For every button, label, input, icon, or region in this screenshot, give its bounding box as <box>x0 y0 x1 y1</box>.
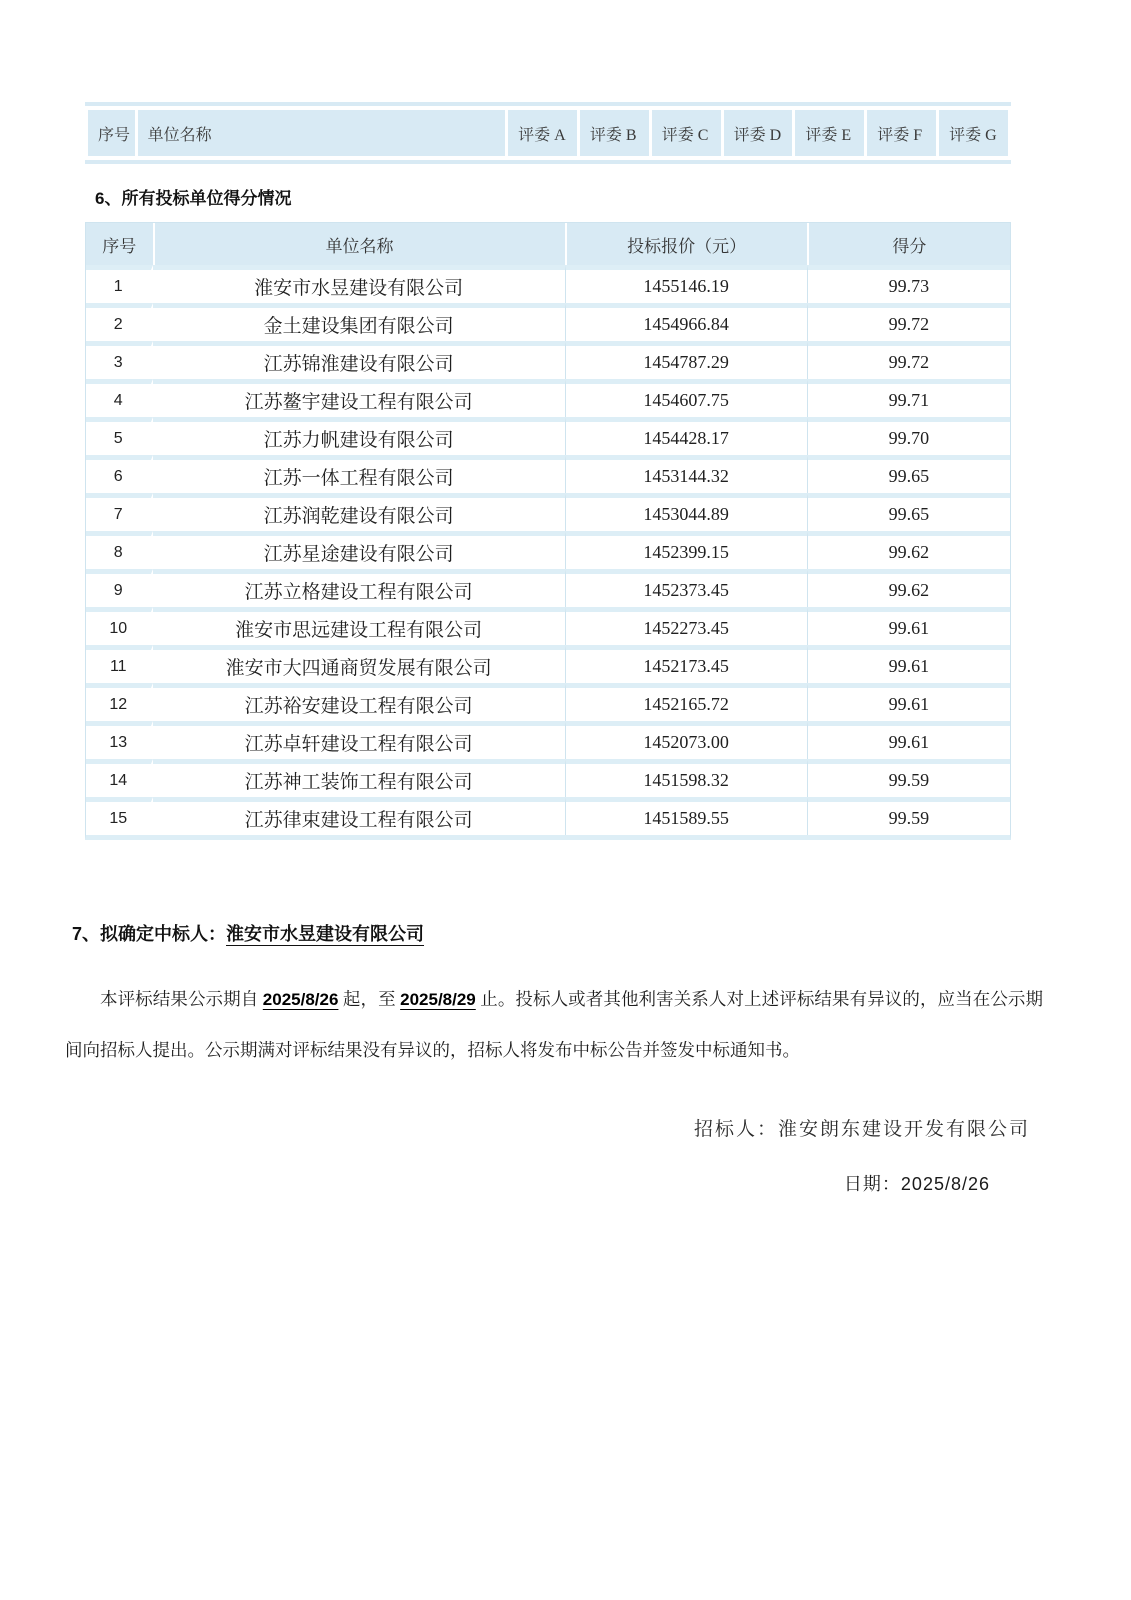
row-index: 7 <box>86 493 153 531</box>
company-name: 江苏鳌宇建设工程有限公司 <box>153 379 565 417</box>
winner-name: 淮安市水昱建设有限公司 <box>226 924 425 944</box>
bid-price: 1454428.17 <box>565 417 807 455</box>
score: 99.70 <box>807 417 1010 455</box>
section-6-heading: 6、所有投标单位得分情况 <box>95 189 292 208</box>
bid-price: 1452173.45 <box>565 645 807 683</box>
bid-price: 1451598.32 <box>565 759 807 797</box>
company-name: 江苏卓轩建设工程有限公司 <box>153 721 565 759</box>
col-header-judge: 评委 F <box>867 110 936 156</box>
table-row <box>86 455 1010 493</box>
row-index: 14 <box>86 759 153 797</box>
score: 99.71 <box>807 379 1010 417</box>
score: 99.59 <box>807 759 1010 797</box>
notice-text: 起，至 <box>338 988 401 1009</box>
bidder-line <box>694 1114 1030 1141</box>
row-index: 8 <box>86 531 153 569</box>
scores-header-row <box>86 223 1010 265</box>
row-index: 2 <box>86 303 153 341</box>
company-name: 江苏律束建设工程有限公司 <box>153 797 565 835</box>
score: 99.73 <box>807 265 1010 303</box>
row-index: 15 <box>86 797 153 835</box>
judges-table <box>85 110 1011 156</box>
company-name: 江苏神工装饰工程有限公司 <box>153 759 565 797</box>
bid-price: 1453044.89 <box>565 493 807 531</box>
company-name: 江苏裕安建设工程有限公司 <box>153 683 565 721</box>
notice-text: 本评标结果公示期自 <box>100 988 263 1009</box>
score: 99.61 <box>807 683 1010 721</box>
row-index: 6 <box>86 455 153 493</box>
col-header-company: 单位名称 <box>153 223 565 265</box>
section-7-heading <box>72 920 424 946</box>
row-index: 13 <box>86 721 153 759</box>
bid-price: 1452273.45 <box>565 607 807 645</box>
company-name: 金土建设集团有限公司 <box>153 303 565 341</box>
score: 99.59 <box>807 797 1010 835</box>
scores-table-section <box>85 222 1011 840</box>
row-index: 3 <box>86 341 153 379</box>
date-label: 日期： <box>843 1174 901 1194</box>
col-header-bid-price: 投标报价（元） <box>565 223 807 265</box>
company-name: 江苏一体工程有限公司 <box>153 455 565 493</box>
table-row <box>86 303 1010 341</box>
col-header-judge: 评委 A <box>508 110 577 156</box>
scores-table-body <box>86 265 1010 835</box>
score: 99.65 <box>807 493 1010 531</box>
row-index: 9 <box>86 569 153 607</box>
judges-table-section <box>85 102 1011 164</box>
table-row <box>86 379 1010 417</box>
col-header-judge: 评委 B <box>580 110 649 156</box>
table-row <box>86 569 1010 607</box>
col-header-judge: 评委 G <box>939 110 1008 156</box>
col-header-index: 序号 <box>88 110 135 156</box>
table-row <box>86 607 1010 645</box>
bid-price: 1454966.84 <box>565 303 807 341</box>
bid-price: 1454607.75 <box>565 379 807 417</box>
row-index: 11 <box>86 645 153 683</box>
bid-price: 1452373.45 <box>565 569 807 607</box>
table-row <box>86 417 1010 455</box>
col-header-company: 单位名称 <box>138 110 506 156</box>
company-name: 淮安市思远建设工程有限公司 <box>153 607 565 645</box>
row-index: 12 <box>86 683 153 721</box>
company-name: 江苏星途建设有限公司 <box>153 531 565 569</box>
notice-date: 2025/8/29 <box>400 989 476 1009</box>
row-index: 10 <box>86 607 153 645</box>
table-row <box>86 797 1010 835</box>
bid-price: 1455146.19 <box>565 265 807 303</box>
company-name: 江苏力帆建设有限公司 <box>153 417 565 455</box>
winner-label: 7、拟确定中标人： <box>72 924 227 944</box>
bid-price: 1453144.32 <box>565 455 807 493</box>
company-name: 江苏立格建设工程有限公司 <box>153 569 565 607</box>
score: 99.72 <box>807 341 1010 379</box>
col-header-judge: 评委 C <box>652 110 721 156</box>
bid-price: 1452165.72 <box>565 683 807 721</box>
score: 99.65 <box>807 455 1010 493</box>
score: 99.61 <box>807 721 1010 759</box>
table-row <box>86 341 1010 379</box>
table-row <box>86 645 1010 683</box>
col-header-judge: 评委 D <box>724 110 793 156</box>
date-value: 2025/8/26 <box>900 1174 990 1194</box>
table-row <box>86 265 1010 303</box>
score: 99.72 <box>807 303 1010 341</box>
date-line <box>844 1170 990 1196</box>
company-name: 江苏润乾建设有限公司 <box>153 493 565 531</box>
notice-date: 2025/8/26 <box>262 989 339 1009</box>
row-index: 1 <box>86 265 153 303</box>
bid-price: 1452399.15 <box>565 531 807 569</box>
table-row <box>86 531 1010 569</box>
col-header-score: 得分 <box>807 223 1010 265</box>
scores-table <box>85 222 1011 840</box>
judges-header-row <box>88 110 1008 156</box>
bid-price: 1452073.00 <box>565 721 807 759</box>
table-row <box>86 721 1010 759</box>
col-header-index: 序号 <box>86 223 153 265</box>
score: 99.61 <box>807 645 1010 683</box>
company-name: 淮安市大四通商贸发展有限公司 <box>153 645 565 683</box>
company-name: 淮安市水昱建设有限公司 <box>153 265 565 303</box>
score: 99.61 <box>807 607 1010 645</box>
bidder-label: 招标人： <box>693 1119 778 1140</box>
table-bottom-rule <box>85 160 1011 164</box>
score: 99.62 <box>807 569 1010 607</box>
bid-price: 1454787.29 <box>565 341 807 379</box>
table-row <box>86 683 1010 721</box>
notice-paragraph <box>65 974 1043 1075</box>
table-row <box>86 493 1010 531</box>
row-index: 4 <box>86 379 153 417</box>
score: 99.62 <box>807 531 1010 569</box>
bid-price: 1451589.55 <box>565 797 807 835</box>
bidder-name: 淮安朗东建设开发有限公司 <box>777 1119 1030 1140</box>
row-index: 5 <box>86 417 153 455</box>
company-name: 江苏锦淮建设有限公司 <box>153 341 565 379</box>
table-row <box>86 759 1010 797</box>
col-header-judge: 评委 E <box>795 110 864 156</box>
notice-text: 止。投标人或者其他利害关系人对上述评标结果有异议的，应当在公示期间向招标人提出。公示期满对评标结果没有异议的，招标人将发布中标公告并签发中标通知书。 <box>65 988 1044 1060</box>
table-top-rule <box>85 102 1011 106</box>
